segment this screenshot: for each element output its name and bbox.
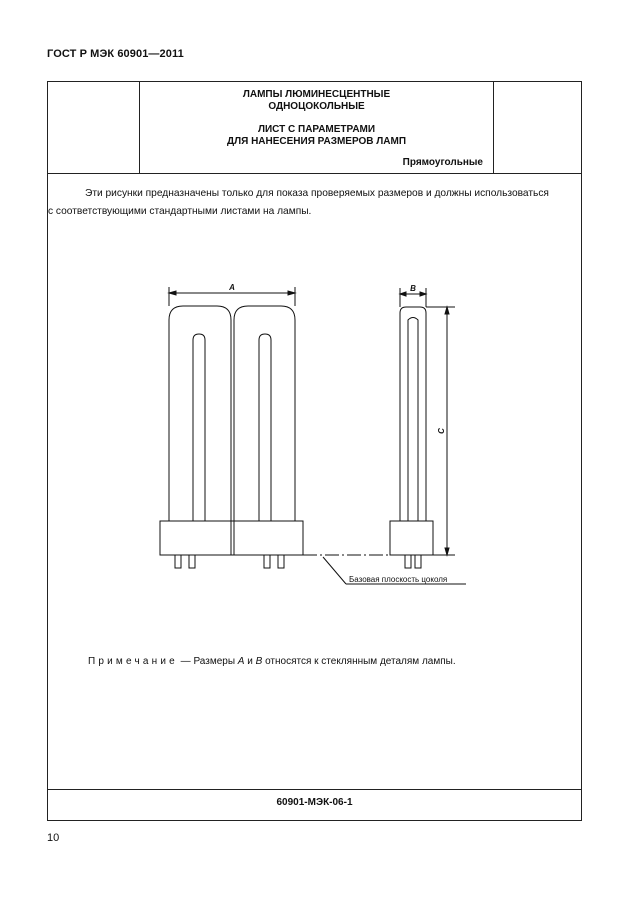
- pin-1: [175, 555, 181, 568]
- side-view: [390, 288, 455, 568]
- dim-b-label: B: [410, 284, 416, 293]
- sheet-line-2: ДЛЯ НАНЕСЕНИЯ РАЗМЕРОВ ЛАМП: [226, 136, 407, 147]
- dim-a-arrow-right: [288, 291, 295, 295]
- note-dash: —: [177, 656, 194, 667]
- base-plane-leader: [323, 557, 346, 584]
- pin-2: [189, 555, 195, 568]
- side-tube-outline: [400, 307, 426, 521]
- page-number: 10: [47, 832, 60, 844]
- dim-a-arrow-left: [169, 291, 176, 295]
- side-pin-2: [415, 555, 421, 568]
- note-text-after: относятся к стеклянным деталям лампы.: [262, 656, 456, 667]
- note-dim-b: В: [255, 656, 263, 667]
- sheet-code: 60901-МЭК-06-1: [276, 797, 353, 808]
- note-text-before: Размеры: [193, 656, 238, 667]
- pin-3: [264, 555, 270, 568]
- pin-4: [278, 555, 284, 568]
- left-tube-outline: [169, 306, 231, 521]
- front-view: [160, 287, 303, 568]
- right-tube-outline: [234, 306, 295, 521]
- title-line-1: ЛАМПЫ ЛЮМИНЕСЦЕНТНЫЕ: [242, 89, 391, 100]
- left-tube-inner: [193, 334, 205, 521]
- dim-a-label: A: [229, 283, 235, 292]
- dim-b-arrow-right: [420, 292, 426, 296]
- note-label: Примечание: [88, 656, 178, 667]
- sheet-line-1: ЛИСТ С ПАРАМЕТРАМИ: [257, 124, 376, 135]
- dim-c-arrow-bottom: [445, 548, 449, 555]
- dim-b-arrow-left: [400, 292, 406, 296]
- side-tube-inner: [408, 318, 418, 522]
- intro-line-2: с соответствующими стандартными листами на лампы.: [48, 206, 312, 217]
- side-base: [390, 521, 433, 555]
- right-tube-inner: [259, 334, 271, 521]
- dim-c-arrow-top: [445, 307, 449, 314]
- note-and: и: [244, 656, 256, 667]
- note-dim-a: А: [237, 656, 245, 667]
- title-line-2: ОДНОЦОКОЛЬНЫЕ: [268, 101, 365, 112]
- side-pin-1: [405, 555, 411, 568]
- intro-line-1: Эти рисунки предназначены только для показа проверяемых размеров и должны использоваться: [85, 188, 549, 199]
- base-plane-label: Базовая плоскость цоколя: [349, 575, 448, 584]
- document-id: ГОСТ Р МЭК 60901—2011: [47, 48, 184, 60]
- dim-c-label: C: [437, 428, 446, 434]
- lamp-shape-label: Прямоугольные: [402, 157, 483, 168]
